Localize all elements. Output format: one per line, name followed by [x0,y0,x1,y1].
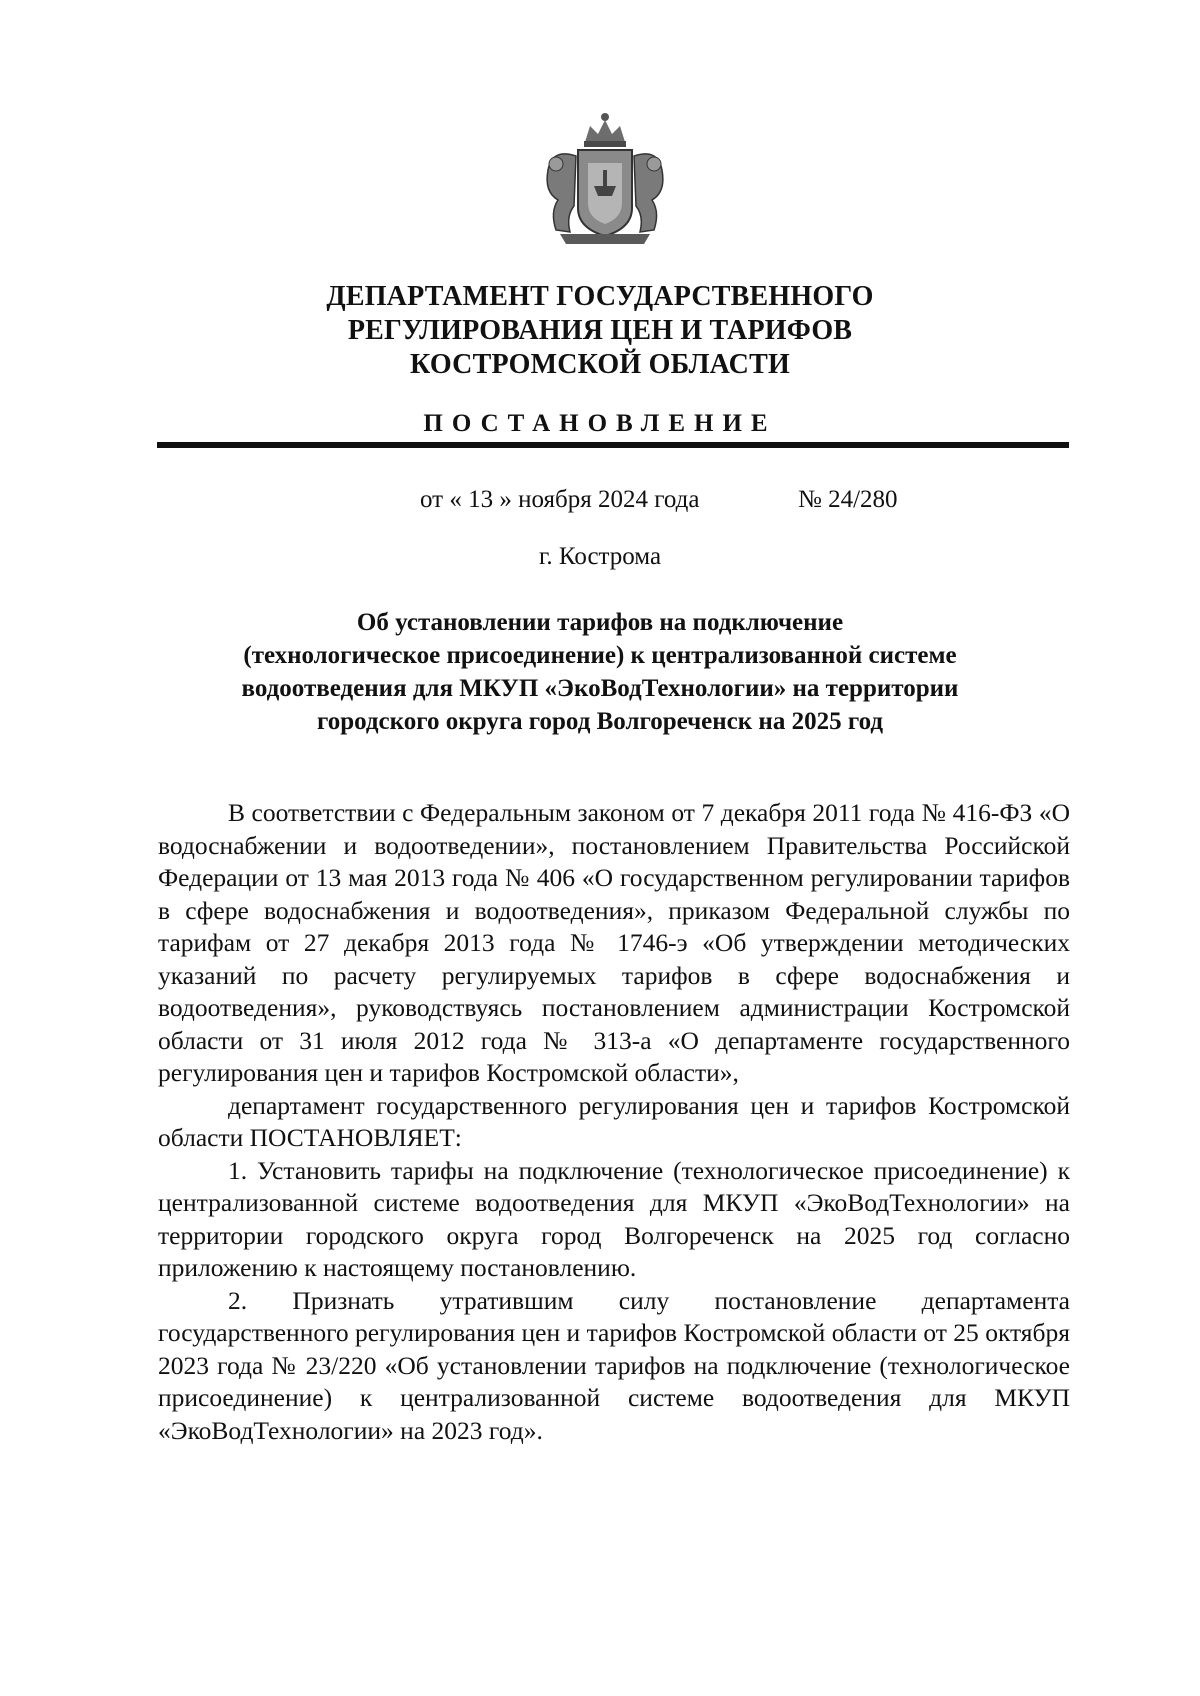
header-divider [157,442,1069,448]
document-title [180,606,1020,738]
title-line: Об установлении тарифов на подключение [356,609,844,636]
body-paragraph: департамент государственного регулирования цен и тарифов Костромской области ПОСТАНОВЛЯЕТ: [158,1090,1070,1152]
document-city: г. Кострома [538,543,662,570]
body-paragraph: В соответствии с Федеральным законом от 7 декабря 2011 года № 416-ФЗ «О водоснабжении и водоотведении», постановлением Правительства Российской Федерации от 13 мая 2013 года № 406 «О государственном регулировании тарифов в сфере водоснабжения и водоотведения», приказом Федеральной службы по тарифам от 27 декабря 2013 года № 1746-э «Об утверждении методических указаний по расчету регулируемых тарифов в сфере водоснабжения и водоотведения», руководствуясь постановлением администрации Костромской области от 31 июля 2012 года № 313-а «О департаменте государственного регулирования цен и тарифов Костромской области», [158,798,1070,1087]
department-line: ДЕПАРТАМЕНТ ГОСУДАРСТВЕННОГО [326,281,874,312]
body-paragraph: 1. Установить тарифы на подключение (технологическое присоединение) к централизованной системе водоотведения для МКУП «ЭкоВодТехнологии» на территории городского округа город Волгореченск на 2025 год согласно приложению к настоящему постановлению. [158,1155,1070,1282]
department-line: КОСТРОМСКОЙ ОБЛАСТИ [410,349,790,380]
title-line: водоотведения для МКУП «ЭкоВодТехнологии» на территории [241,675,959,702]
title-line: городского округа город Волгореченск на 2025 год [317,708,883,735]
department-name [200,280,1000,382]
title-line: (технологическое присоединение) к централизованной системе [243,642,957,669]
coat-of-arms-icon [530,108,680,258]
document-date: от « 13 » ноября 2024 года [420,486,700,513]
document-body [158,797,1070,1447]
department-line: РЕГУЛИРОВАНИЯ ЦЕН И ТАРИФОВ [347,315,853,346]
document-number: № 24/280 [798,486,898,513]
body-paragraph: 2. Признать утратившим силу постановление департамента государственного регулирования цен и тарифов Костромской области от 25 октября 2023 года № 23/220 «Об установлении тарифов на подключение (технологическое присоединение) к централизованной системе водоотведения для МКУП «ЭкоВодТехнологии» на 2023 год». [158,1285,1070,1445]
document-type: ПОСТАНОВЛЕНИЕ [423,410,777,437]
